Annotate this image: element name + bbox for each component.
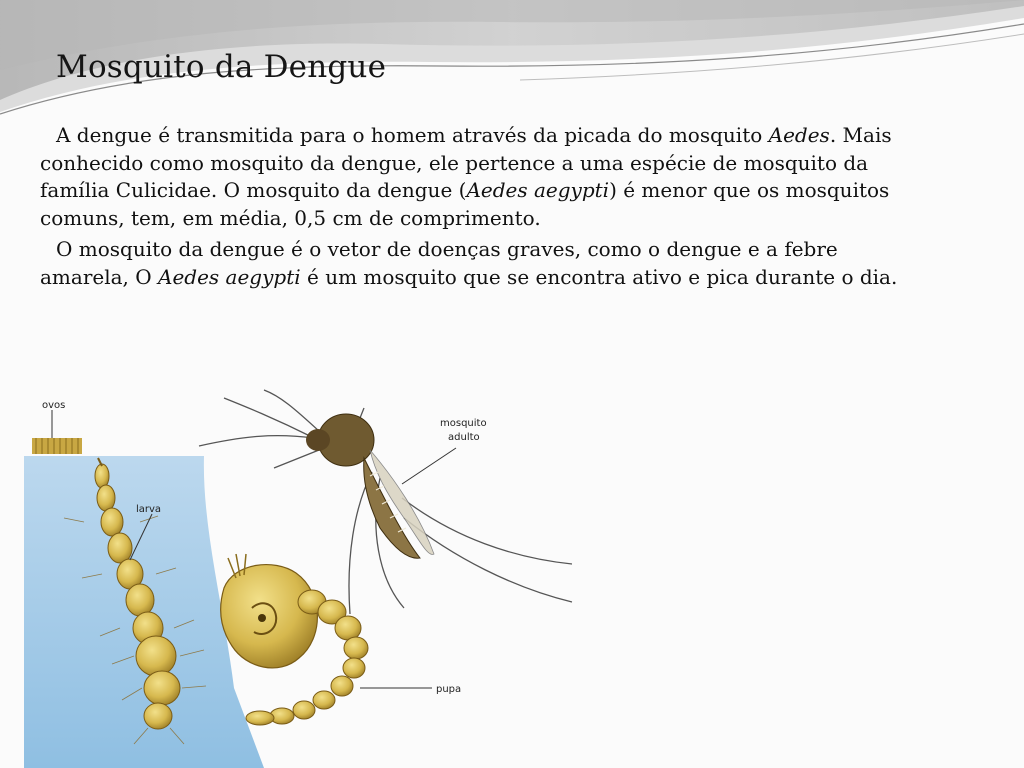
label-pupa: pupa [436, 684, 462, 695]
label-adulto-line1: mosquito [440, 418, 487, 429]
body-text [40, 122, 920, 295]
pupa-drawing [221, 554, 368, 725]
paragraph-1: A dengue é transmitida para o homem através da picada do mosquito Aedes. Mais conhecido como mosquito da dengue, ele pertence a uma espécie de mosquito da família Culicidae. O mosquito da dengue (Aedes aegypti) é menor que os mosquitos comuns, tem, em média, 0,5 cm de comprimento. [40, 123, 892, 230]
label-adulto-line2: adulto [448, 432, 480, 443]
slide-title: Mosquito da Dengue [56, 48, 387, 85]
label-ovos: ovos [42, 400, 66, 411]
mosquito-lifecycle-illustration [24, 388, 584, 768]
paragraph-2: O mosquito da dengue é o vetor de doenças graves, como o dengue e a febre amarela, O Aedes aegypti é um mosquito que se encontra ativo e pica durante o dia. [40, 237, 898, 289]
label-larva: larva [136, 504, 162, 515]
eggs-drawing [32, 438, 82, 454]
